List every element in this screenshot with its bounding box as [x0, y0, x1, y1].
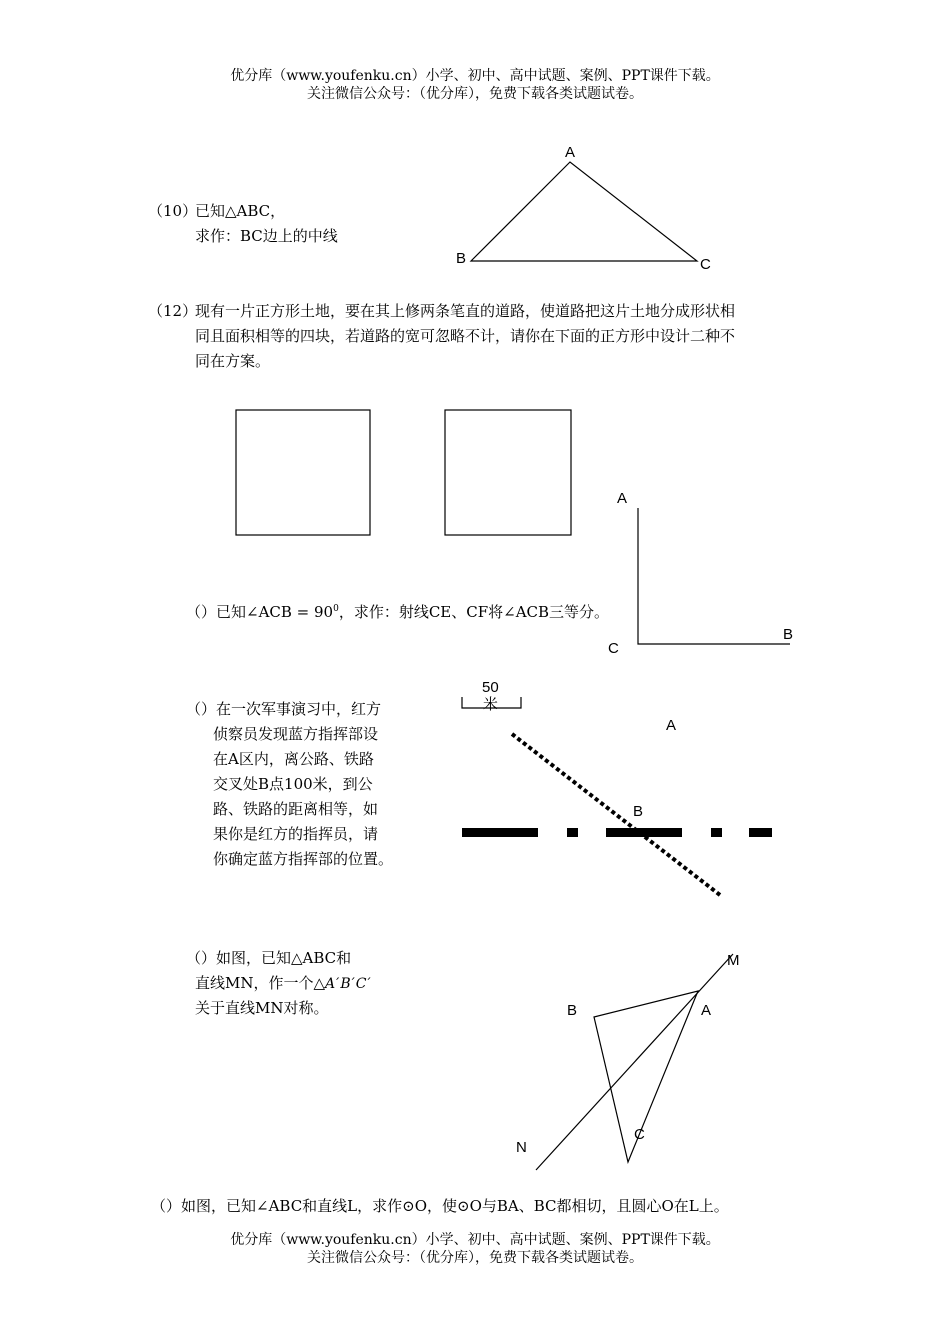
footer-line-1: 优分库（www.youfenku.cn）小学、初中、高中试题、案例、PPT课件下载。	[230, 1232, 720, 1248]
q-military-line-4: 交叉处B点100米，到公	[213, 775, 373, 793]
q-symmetry-line-2	[195, 971, 372, 997]
label-c-q10: C	[700, 256, 711, 273]
q-military-line-5: 路、铁路的距离相等，如	[213, 800, 379, 818]
triangle-abc-2	[594, 991, 698, 1162]
q12-number: （12）	[148, 302, 198, 320]
label-b-sym: B	[567, 1002, 578, 1019]
footer-line-2: 关注微信公众号：（优分库），免费下载各类试题试卷。	[307, 1250, 643, 1266]
square-1	[236, 410, 370, 535]
label-m: M	[727, 952, 740, 969]
header-line-1: 优分库（www.youfenku.cn）小学、初中、高中试题、案例、PPT课件下载。	[230, 68, 720, 84]
scale-number: 50	[482, 679, 499, 696]
triangle-abc	[471, 162, 697, 261]
q-angle-degree: 0	[333, 604, 339, 614]
label-b-q10: B	[456, 250, 467, 267]
q12-line-3: 同在方案。	[195, 352, 271, 370]
q-symmetry-math: A′B′C′	[325, 976, 372, 992]
q-military-line-7: 你确定蓝方指挥部的位置。	[213, 850, 394, 868]
label-n: N	[516, 1139, 527, 1156]
scale-unit: 米	[483, 695, 499, 713]
q-angle-text-pre: （）已知∠ACB = 90	[186, 603, 334, 621]
label-a-angle: A	[617, 490, 628, 507]
railway-line	[512, 734, 720, 895]
label-b-crossing: B	[633, 803, 644, 820]
q12-line-2: 同且面积相等的四块，若道路的宽可忽略不计，请你在下面的正方形中设计二种不	[195, 327, 736, 345]
q-circle-text: （）如图，已知∠ABC和直线L，求作⊙O，使⊙O与BA、BC都相切，且圆心O在L上。	[151, 1197, 729, 1215]
q-symmetry-line-1: （）如图，已知△ABC和	[186, 949, 352, 967]
label-c-angle: C	[608, 640, 619, 657]
q-angle-text	[186, 597, 609, 625]
right-angle-acb	[638, 508, 790, 644]
q-military-line-1: （）在一次军事演习中，红方	[186, 700, 382, 718]
q10-line-2: 求作：BC边上的中线	[195, 227, 338, 245]
q-symmetry-line-2-pre: 直线MN，作一个△	[195, 974, 326, 992]
q-symmetry-line-3: 关于直线MN对称。	[195, 999, 329, 1017]
q12-line-1: 现有一片正方形土地，要在其上修两条笔直的道路，使道路把这片土地分成形状相	[195, 302, 736, 320]
q-angle-text-post: ，求作：射线CE、CF将∠ACB三等分。	[338, 603, 610, 621]
label-b-angle: B	[783, 626, 794, 643]
q-military-line-3: 在A区内，离公路、铁路	[213, 750, 374, 768]
label-a-zone: A	[666, 717, 677, 734]
q10-line-1: 已知△ABC，	[195, 202, 286, 220]
label-c-sym: C	[634, 1126, 645, 1143]
q-military-line-6: 果你是红方的指挥员，请	[213, 825, 379, 843]
square-2	[445, 410, 571, 535]
highway-line	[462, 828, 772, 837]
header-line-2: 关注微信公众号：（优分库），免费下载各类试题试卷。	[307, 86, 643, 102]
q-military-line-2: 侦察员发现蓝方指挥部设	[213, 725, 379, 743]
label-a-q10: A	[565, 144, 576, 161]
label-a-sym: A	[701, 1002, 712, 1019]
q10-number: （10）	[148, 202, 198, 220]
